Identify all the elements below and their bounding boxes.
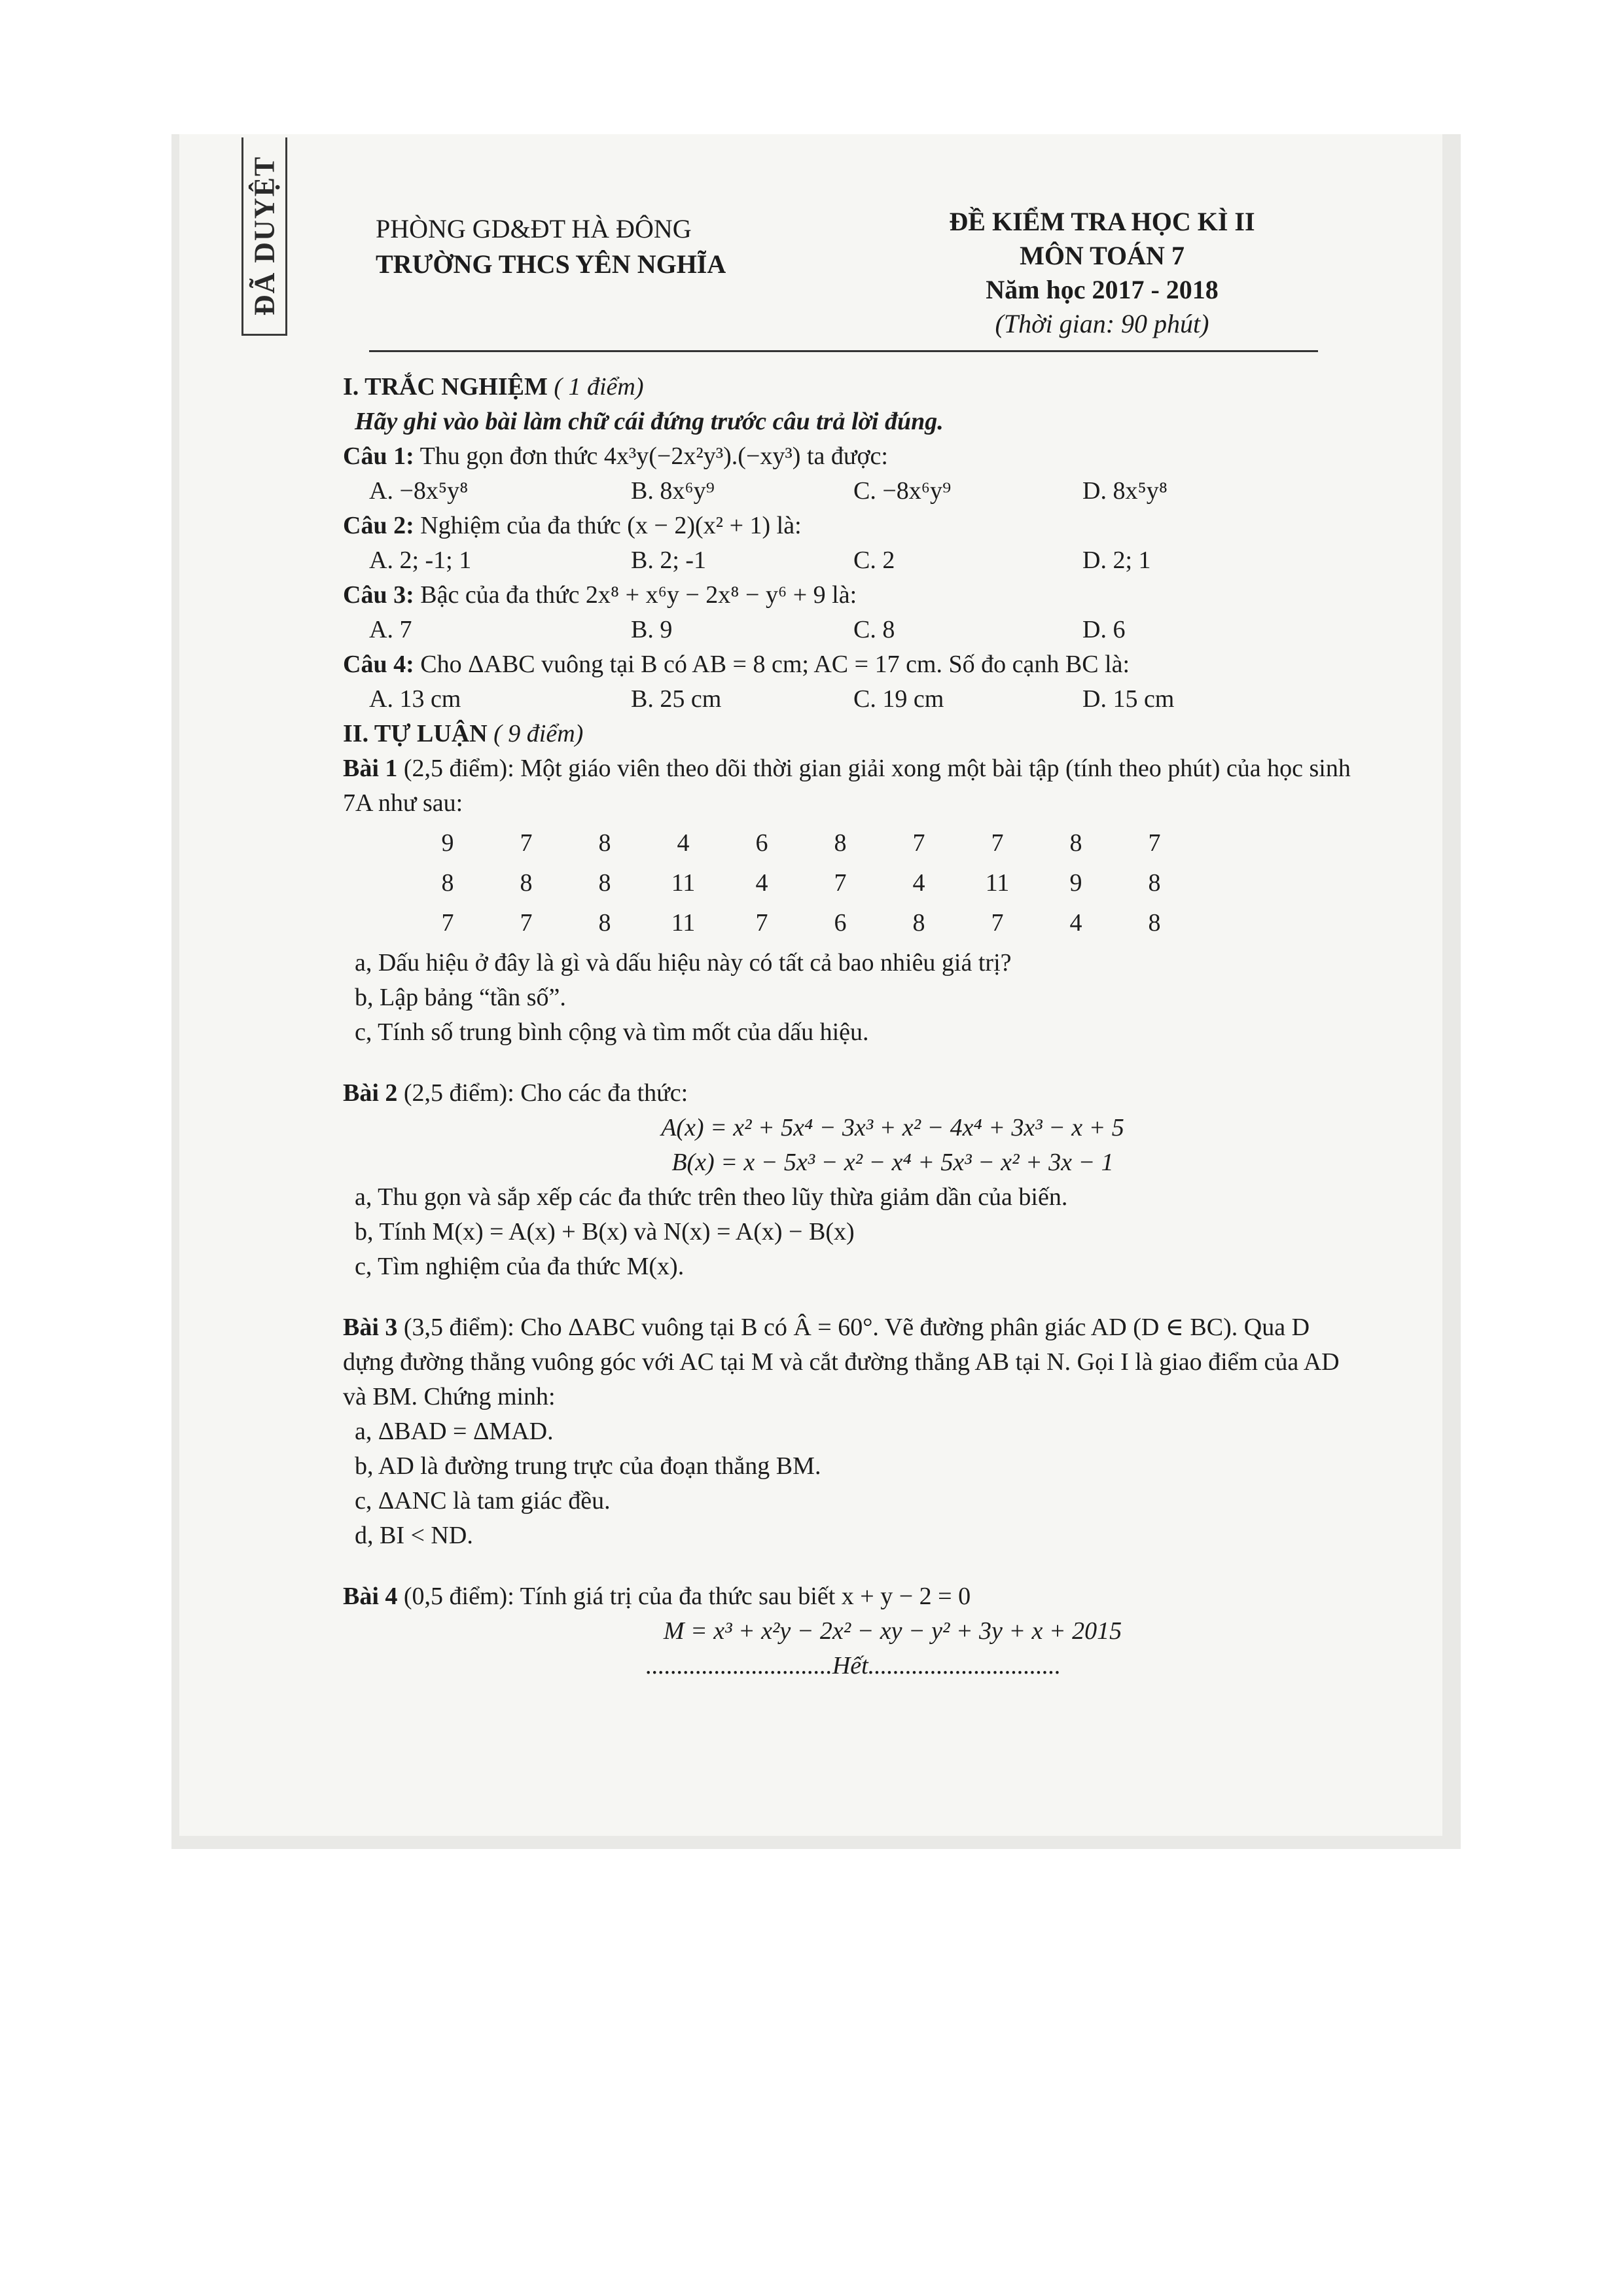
- option-c: C. −8x⁶y⁹: [853, 477, 952, 505]
- school-header: [376, 211, 726, 282]
- bai1-part-c: c, Tính số trung bình cộng và tìm mốt của dấu hiệu.: [355, 1018, 869, 1046]
- bai1-prompt: [343, 751, 1364, 821]
- bai4-text: (0,5 điểm): Tính giá trị của đa thức sau biết x + y − 2 = 0: [397, 1583, 971, 1610]
- bai2-part-a: a, Thu gọn và sắp xếp các đa thức trên theo lũy thừa giảm dần của biến.: [355, 1183, 1068, 1211]
- bai3-part-a: a, ΔBAD = ΔMAD.: [355, 1418, 554, 1445]
- data-row: [343, 826, 1364, 861]
- bai1-part-a: a, Dấu hiệu ở đây là gì và dấu hiệu này có tất cả bao nhiêu giá trị?: [355, 949, 1012, 977]
- section2-title: II. TỰ LUẬN: [343, 720, 488, 747]
- section1-instruction: Hãy ghi vào bài làm chữ cái đứng trước câu trả lời đúng.: [355, 408, 944, 435]
- polynomial-m: M = x³ + x²y − 2x² − xy − y² + 3y + x + 2015: [663, 1617, 1122, 1645]
- option-b: B. 2; -1: [631, 547, 707, 574]
- option-b: B. 25 cm: [631, 685, 722, 713]
- data-cell: 8: [520, 869, 533, 897]
- bai1-part-b: b, Lập bảng “tần số”.: [355, 984, 566, 1011]
- option-b: B. 8x⁶y⁹: [631, 477, 715, 505]
- data-cell: 8: [912, 909, 925, 937]
- option-a: A. 7: [369, 616, 412, 643]
- question-2: [343, 509, 1364, 543]
- data-cell: 8: [441, 869, 454, 897]
- data-cell: 7: [991, 829, 1004, 857]
- exam-title: ĐỀ KIỂM TRA HỌC KÌ II: [949, 207, 1255, 236]
- option-b: B. 9: [631, 616, 673, 643]
- school-year: Năm học 2017 - 2018: [986, 275, 1219, 304]
- data-cell: 7: [991, 909, 1004, 937]
- option-d: D. 8x⁵y⁸: [1082, 477, 1168, 505]
- data-cell: 8: [1148, 909, 1161, 937]
- data-cell: 11: [671, 869, 696, 897]
- data-cell: 8: [598, 909, 611, 937]
- data-cell: 8: [598, 869, 611, 897]
- bai4-label: Bài 4: [343, 1583, 398, 1610]
- question-text: Thu gọn đơn thức 4x³y(−2x²y³).(−xy³) ta được:: [419, 442, 888, 470]
- section2-heading: [343, 717, 1364, 751]
- section1-title: I. TRẮC NGHIỆM: [343, 373, 548, 401]
- data-cell: 6: [834, 909, 847, 937]
- bai3-prompt: [343, 1310, 1364, 1414]
- bai4-prompt: [343, 1579, 1364, 1614]
- polynomial-b: B(x) = x − 5x³ − x² − x⁴ + 5x³ − x² + 3x − 1: [671, 1149, 1114, 1176]
- section1-points: ( 1 điểm): [554, 373, 644, 401]
- option-c: C. 19 cm: [853, 685, 944, 713]
- data-cell: 4: [677, 829, 690, 857]
- data-cell: 4: [1069, 909, 1082, 937]
- data-cell: 8: [834, 829, 847, 857]
- bai1-data-table: [343, 826, 1364, 941]
- school-name: TRƯỜNG THCS YÊN NGHĨA: [376, 249, 726, 279]
- data-cell: 8: [1069, 829, 1082, 857]
- question-text: Bậc của đa thức 2x⁸ + x⁶y − 2x⁸ − y⁶ + 9 là:: [420, 581, 857, 609]
- data-cell: 9: [441, 829, 454, 857]
- data-cell: 11: [985, 869, 1010, 897]
- question-label: Câu 2:: [343, 512, 414, 539]
- data-row: [343, 906, 1364, 941]
- bai3-text: (3,5 điểm): Cho ΔABC vuông tại B có Â = 60°. Vẽ đường phân giác AD (D ∈ BC). Qua D dựng đường thẳng vuông góc với AC tại M và cắt đường thẳng AB tại N. Gọi I là giao điểm của AD và BM. Chứng minh:: [343, 1314, 1340, 1410]
- question-label: Câu 3:: [343, 581, 414, 609]
- data-cell: 7: [834, 869, 847, 897]
- option-a: A. −8x⁵y⁸: [369, 477, 469, 505]
- data-cell: 7: [1148, 829, 1161, 857]
- question-1: [343, 439, 1364, 474]
- bai2-part-c: c, Tìm nghiệm của đa thức M(x).: [355, 1253, 685, 1280]
- bai1-label: Bài 1: [343, 755, 398, 782]
- option-a: A. 13 cm: [369, 685, 461, 713]
- approval-stamp: [241, 137, 287, 336]
- bai3-part-c: c, ΔANC là tam giác đều.: [355, 1487, 611, 1515]
- duration: (Thời gian: 90 phút): [995, 309, 1209, 338]
- data-cell: 7: [520, 829, 533, 857]
- bai3-label: Bài 3: [343, 1314, 398, 1341]
- exam-body: [343, 370, 1364, 1683]
- section2-points: ( 9 điểm): [493, 720, 584, 747]
- header-divider: [369, 350, 1318, 352]
- data-cell: 7: [755, 909, 768, 937]
- question-1-options: [343, 474, 1364, 509]
- question-3: [343, 578, 1364, 613]
- option-d: D. 2; 1: [1082, 547, 1151, 574]
- data-cell: 4: [755, 869, 768, 897]
- question-4-options: [343, 682, 1364, 717]
- data-cell: 7: [912, 829, 925, 857]
- option-a: A. 2; -1; 1: [369, 547, 472, 574]
- question-4: [343, 647, 1364, 682]
- bai3-part-d: d, BI < ND.: [355, 1522, 473, 1549]
- question-3-options: [343, 613, 1364, 647]
- option-c: C. 8: [853, 616, 895, 643]
- data-cell: 7: [520, 909, 533, 937]
- data-cell: 9: [1069, 869, 1082, 897]
- end-marker: ..............................Hết...............................: [645, 1652, 1061, 1679]
- question-text: Nghiệm của đa thức (x − 2)(x² + 1) là:: [420, 512, 802, 539]
- bai1-text: (2,5 điểm): Một giáo viên theo dõi thời gian giải xong một bài tập (tính theo phút) của học sinh 7A như sau:: [343, 755, 1351, 817]
- option-c: C. 2: [853, 547, 895, 574]
- question-text: Cho ΔABC vuông tại B có AB = 8 cm; AC = 17 cm. Số đo cạnh BC là:: [420, 651, 1130, 678]
- question-2-options: [343, 543, 1364, 578]
- exam-header: [886, 205, 1318, 341]
- data-cell: 8: [1148, 869, 1161, 897]
- bai2-label: Bài 2: [343, 1079, 398, 1107]
- question-label: Câu 4:: [343, 651, 414, 678]
- section1-heading: [343, 370, 1364, 404]
- data-cell: 6: [755, 829, 768, 857]
- data-cell: 4: [912, 869, 925, 897]
- subject: MÔN TOÁN 7: [1020, 241, 1185, 270]
- bai3-part-b: b, AD là đường trung trực của đoạn thẳng BM.: [355, 1452, 821, 1480]
- data-row: [343, 866, 1364, 901]
- question-label: Câu 1:: [343, 442, 414, 470]
- data-cell: 8: [598, 829, 611, 857]
- photo-background: [171, 134, 1461, 1849]
- data-cell: 11: [671, 909, 696, 937]
- polynomial-a: A(x) = x² + 5x⁴ − 3x³ + x² − 4x⁴ + 3x³ − x + 5: [661, 1114, 1124, 1141]
- bai2-prompt: [343, 1076, 1364, 1111]
- option-d: D. 15 cm: [1082, 685, 1175, 713]
- stamp-text: ĐÃ DUYỆT: [248, 155, 281, 316]
- data-cell: 7: [441, 909, 454, 937]
- exam-paper: [179, 134, 1442, 1836]
- option-d: D. 6: [1082, 616, 1126, 643]
- bai2-part-b: b, Tính M(x) = A(x) + B(x) và N(x) = A(x) − B(x): [355, 1218, 855, 1246]
- department-name: PHÒNG GD&ĐT HÀ ĐÔNG: [376, 214, 692, 243]
- bai2-text: (2,5 điểm): Cho các đa thức:: [397, 1079, 688, 1107]
